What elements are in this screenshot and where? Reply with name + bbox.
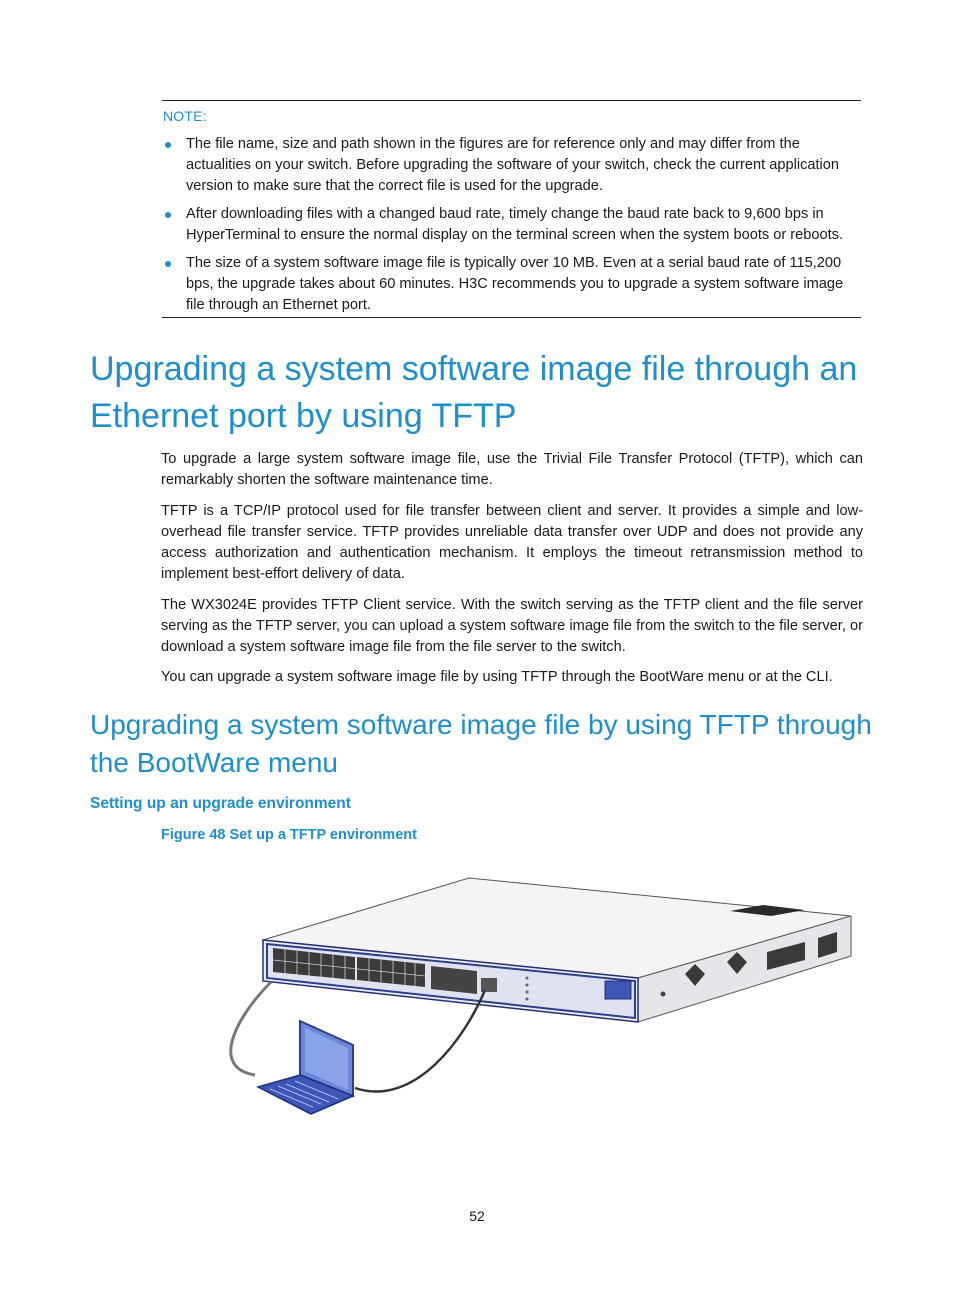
note-top-rule — [162, 100, 861, 101]
note-item-text: The size of a system software image file is typically over 10 MB. Even at a serial baud rate of 115,200 bps, the upgrade takes about 60 minutes. H3C recommends you to upgrade a system software image file through an Ethernet port. — [186, 255, 844, 313]
bullet-icon — [165, 261, 171, 267]
body-paragraph: The WX3024E provides TFTP Client service. With the switch serving as the TFTP client and the file server serving as the TFTP server, you can upload a system software image file from the switch to the file server, or download a system software image file from the file server to the switch. — [161, 597, 863, 655]
subsection-heading: Upgrading a system software image file by using TFTP through the BootWare menu — [90, 709, 872, 778]
note-item — [162, 253, 862, 316]
note-item — [162, 204, 862, 246]
console-cable — [231, 982, 271, 1075]
section-heading: Upgrading a system software image file through an Ethernet port by using TFTP — [90, 350, 858, 435]
tftp-environment-figure — [215, 868, 865, 1143]
note-item-text: After downloading files with a changed baud rate, timely change the baud rate back to 9,600 bps in HyperTerminal to ensure the normal display on the terminal screen when the system boots or reboots. — [186, 206, 844, 243]
note-item-text: The file name, size and path shown in the figures are for reference only and may differ from the actualities on your switch. Before upgrading the software of your switch, check the current application version to make sure that the correct file is used for the upgrade. — [186, 136, 840, 194]
figure-caption: Figure 48 Set up a TFTP environment — [161, 827, 417, 843]
subsubsection-heading: Setting up an upgrade environment — [90, 795, 351, 812]
note-bottom-rule — [162, 317, 861, 318]
body-paragraph: To upgrade a large system software image file, use the Trivial File Transfer Protocol (TFTP), which can remarkably shorten the software maintenance time. — [161, 451, 863, 488]
side-screw — [661, 992, 666, 997]
bullet-icon — [165, 142, 171, 148]
switch-badge — [605, 981, 631, 999]
note-label: NOTE: — [163, 108, 207, 124]
note-item — [162, 134, 862, 197]
body-paragraph: TFTP is a TCP/IP protocol used for file transfer between client and server. It provides a simple and low-overhead file transfer service. TFTP provides unreliable data transfer over UDP and does not provide any access authorization and authentication mechanism. It employs the timeout retransmission method to implement best-effort delivery of data. — [161, 503, 863, 582]
page-number: 52 — [469, 1208, 485, 1224]
note-list — [162, 134, 862, 316]
bullet-icon — [165, 212, 171, 218]
console-port — [481, 978, 497, 992]
ethernet-cable — [355, 990, 485, 1092]
body-paragraph: You can upgrade a system software image file by using TFTP through the BootWare menu or at the CLI. — [161, 669, 833, 685]
